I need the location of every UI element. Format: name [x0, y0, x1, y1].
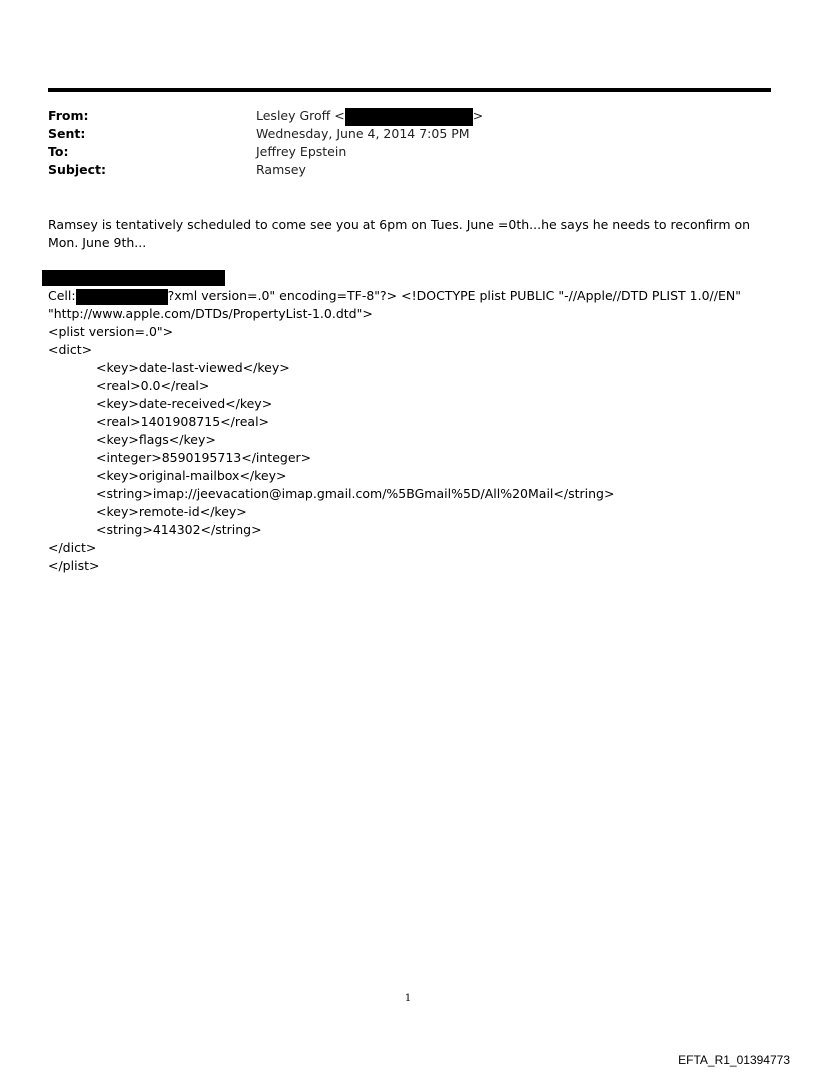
sent-value: Wednesday, June 4, 2014 7:05 PM	[256, 126, 470, 141]
plist-line: <key>remote-id</key>	[96, 504, 247, 519]
page-number: 1	[404, 993, 412, 1004]
signature-block	[48, 287, 788, 575]
subject-value: Ramsey	[256, 162, 306, 177]
from-value	[256, 107, 483, 126]
plist-line: </dict>	[48, 540, 97, 555]
cell-after: ?xml version=.0" encoding=TF-8"?> <!DOCTYPE plist PUBLIC "-//Apple//DTD PLIST 1.0//EN"	[167, 288, 741, 303]
plist-line: <real>1401908715</real>	[96, 414, 270, 429]
from-close: >	[472, 108, 484, 123]
to-label: To:	[48, 144, 69, 159]
plist-line: <plist version=.0">	[48, 324, 174, 339]
cell-label: Cell:	[48, 288, 76, 303]
cell-line	[48, 287, 788, 305]
message-body: Ramsey is tentatively scheduled to come see you at 6pm on Tues. June =0th...he says he needs to reconfirm on Mon. June 9th...	[48, 217, 751, 250]
header-rule	[48, 88, 771, 92]
from-name: Lesley Groff <	[256, 108, 345, 123]
plist-line: "http://www.apple.com/DTDs/PropertyList-1.0.dtd">	[48, 306, 373, 321]
plist-line: <dict>	[48, 342, 93, 357]
document-id: EFTA_R1_01394773	[678, 1053, 790, 1067]
plist-line: <key>date-received</key>	[96, 396, 273, 411]
to-value: Jeffrey Epstein	[256, 144, 347, 159]
plist-line: <string>imap://jeevacation@imap.gmail.com/%5BGmail%5D/All%20Mail</string>	[96, 486, 615, 501]
plist-line: <string>414302</string>	[96, 522, 262, 537]
plist-line: </plist>	[48, 558, 100, 573]
plist-line: <key>date-last-viewed</key>	[96, 360, 290, 375]
plist-line: <key>flags</key>	[96, 432, 216, 447]
redacted-email	[345, 108, 473, 126]
redacted-phone	[76, 289, 168, 305]
redacted-signature-name	[42, 270, 225, 286]
from-label: From:	[48, 108, 89, 123]
plist-line: <integer>8590195713</integer>	[96, 450, 312, 465]
sent-label: Sent:	[48, 126, 86, 141]
plist-line: <key>original-mailbox</key>	[96, 468, 287, 483]
subject-label: Subject:	[48, 162, 106, 177]
plist-line: <real>0.0</real>	[96, 378, 210, 393]
